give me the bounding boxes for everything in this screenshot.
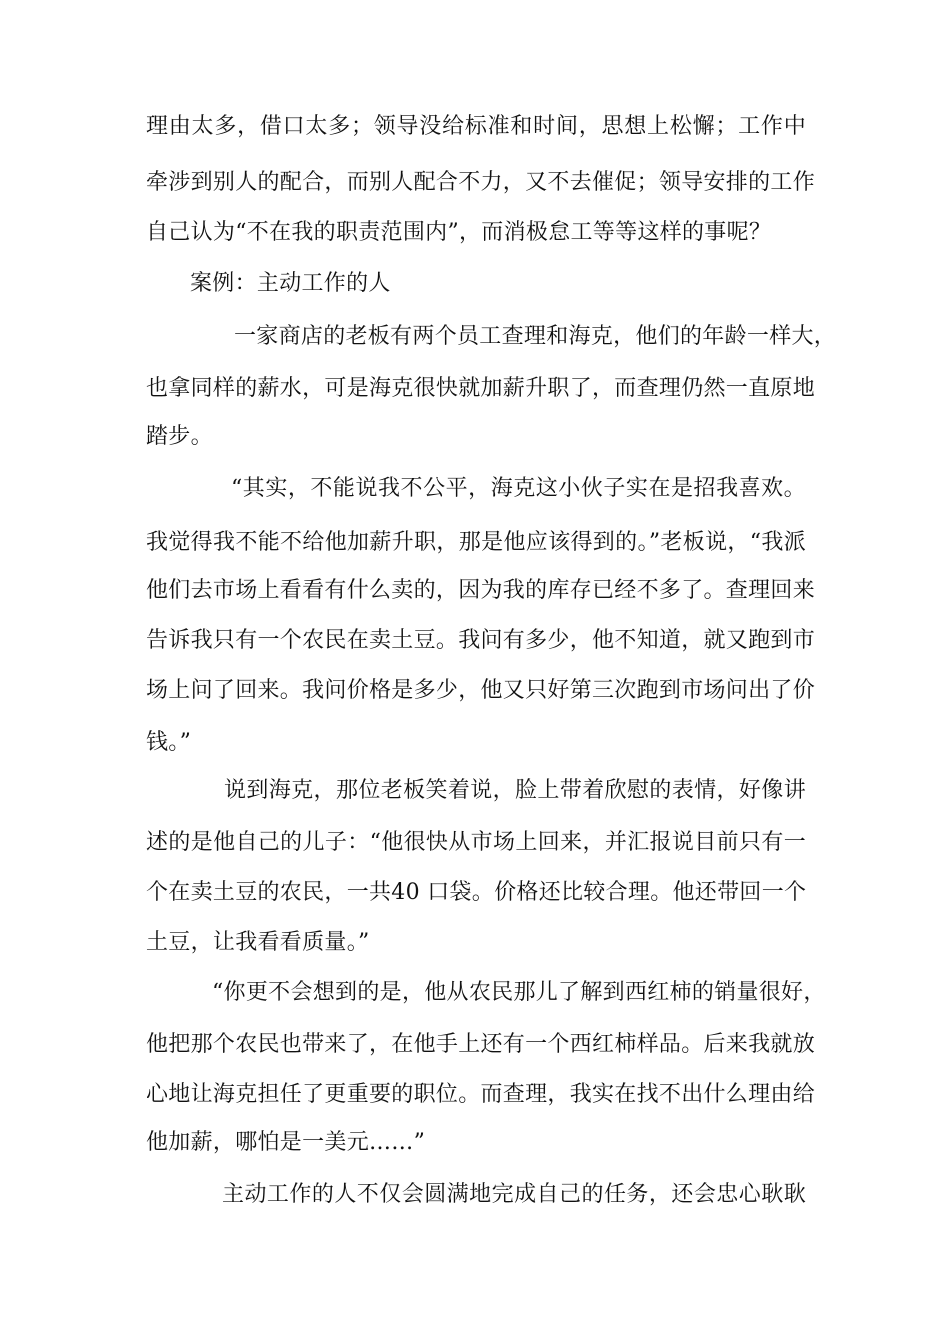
text-line: 说到海克，那位老板笑着说，脸上带着欣慰的表情，好像讲 bbox=[224, 778, 806, 803]
text-line: 理由太多，借口太多；领导没给标准和时间，思想上松懈；工作中 bbox=[146, 114, 806, 139]
text-line: 告诉我只有一个农民在卖土豆。我问有多少，他不知道，就又跑到市 bbox=[146, 628, 816, 653]
text-line: 他把那个农民也带来了，在他手上还有一个西红柿样品。后来我就放 bbox=[146, 1032, 816, 1057]
text-line: 个在卖土豆的农民，一共40 口袋。价格还比较合理。他还带回一个 bbox=[146, 880, 807, 905]
text-line: 他们去市场上看看有什么卖的，因为我的库存已经不多了。查理回来 bbox=[146, 578, 816, 603]
text-line: 钱。” bbox=[146, 730, 192, 755]
text-line: 案例：主动工作的人 bbox=[190, 271, 391, 296]
text-line: 他加薪，哪怕是一美元……” bbox=[146, 1130, 426, 1155]
text-line: 主动工作的人不仅会圆满地完成自己的任务，还会忠心耿耿 bbox=[222, 1182, 806, 1207]
text-line: 我觉得我不能不给他加薪升职，那是他应该得到的。”老板说，“我派 bbox=[146, 530, 806, 555]
text-line: 述的是他自己的儿子：“他很快从市场上回来，并汇报说目前只有一 bbox=[146, 830, 806, 855]
text-line: 自己认为“不在我的职责范围内”，而消极怠工等等这样的事呢？ bbox=[146, 220, 772, 245]
text-line: 牵涉到别人的配合，而别人配合不力，又不去催促；领导安排的工作 bbox=[146, 170, 816, 195]
text-line: 踏步。 bbox=[146, 424, 213, 449]
text-line: 一家商店的老板有两个员工查理和海克，他们的年龄一样大， bbox=[234, 324, 837, 349]
text-line: “其实，不能说我不公平，海克这小伙子实在是招我喜欢。 bbox=[231, 476, 806, 501]
text-line: 场上问了回来。我问价格是多少，他又只好第三次跑到市场问出了价 bbox=[146, 678, 816, 703]
text-line: “你更不会想到的是，他从农民那儿了解到西红柿的销量很好， bbox=[212, 980, 826, 1005]
text-line: 土豆，让我看看质量。” bbox=[146, 930, 370, 955]
text-line: 心地让海克担任了更重要的职位。而查理，我实在找不出什么理由给 bbox=[146, 1082, 816, 1107]
text-line: 也拿同样的薪水，可是海克很快就加薪升职了，而查理仍然一直原地 bbox=[146, 376, 816, 401]
